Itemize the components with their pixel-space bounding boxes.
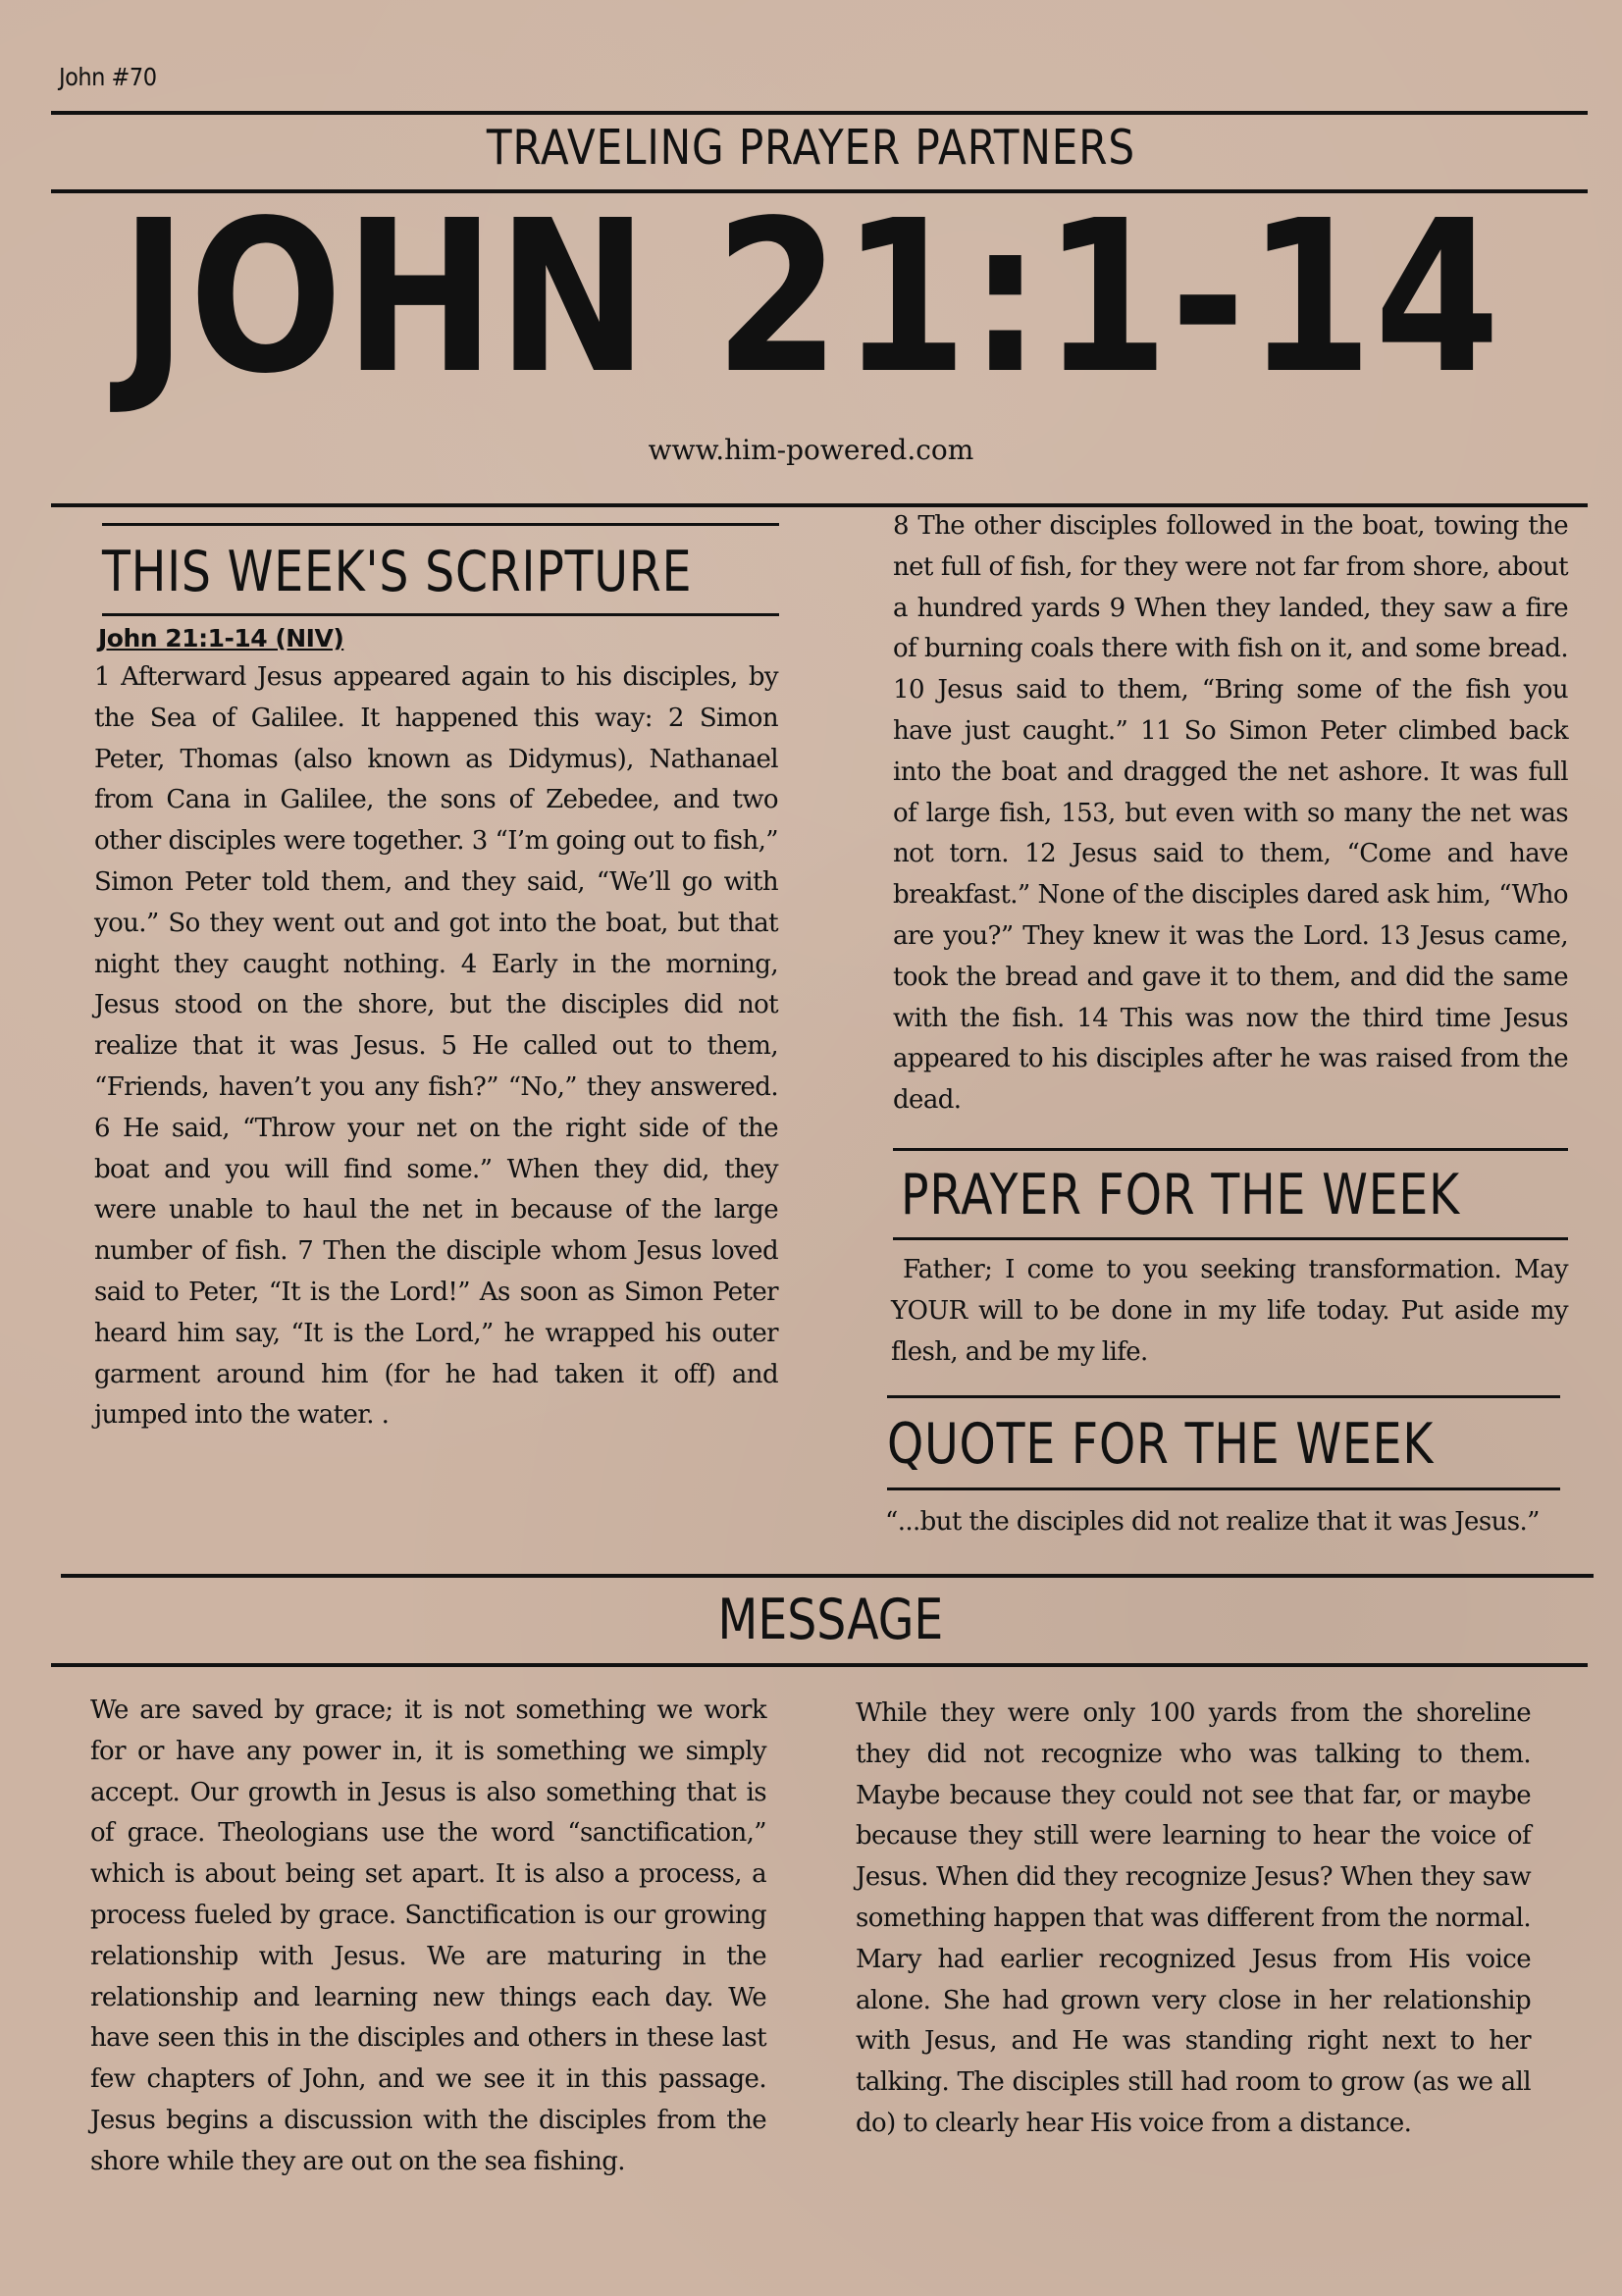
quote-heading: QUOTE FOR THE WEEK [887, 1412, 1435, 1477]
page-title: JOHN 21:1-14 [120, 176, 1502, 420]
section-rule-top [893, 1148, 1568, 1151]
section-rule-top [102, 523, 779, 526]
section-rule-bottom [102, 613, 779, 616]
divider [51, 1663, 1588, 1667]
message-heading: MESSAGE [717, 1588, 944, 1652]
message-text-left: We are saved by grace; it is not something we work for or have any power in, it is something we simply accept. Our growth in Jesus is also something that is of grace. Theologians use the word “sanctification,” which is about being set apart. It is also a process, a process fueled by grace. Sanctification is our growing relationship with Jesus. We are maturing in the relationship and learning new things each day. We have seen this in the disciples and others in these last few chapters of John, and we see it in this passage. Jesus begins a discussion with the disciples from the shore while they are out on the sea fishing. [90, 1696, 766, 2176]
section-rule-top [887, 1395, 1560, 1398]
section-rule-bottom [887, 1487, 1560, 1490]
divider [51, 111, 1588, 115]
message-text-right: While they were only 100 yards from the shoreline they did not recognize who was talking to them. Maybe because they could not see that far, or maybe because they still were learning to hear the voice of Jesus. When did they recognize Jesus? When they saw something happen that was different from the normal. Mary had earlier recognized Jesus from His voice alone. She had grown very close in her relationship with Jesus, and He was standing right next to her talking. The disciples still had room to grow (as we all do) to clearly hear His voice from a distance. [856, 1698, 1531, 2138]
section-rule-bottom [893, 1237, 1568, 1240]
scripture-text-part-2: 8 The other disciples followed in the boat, towing the net full of fish, for they were not far from shore, about a hundred yards 9 When they landed, they saw a fire of burning coals there with fish on it, and some bread. 10 Jesus said to them, “Bring some of the fish you have just caught.” 11 So Simon Peter climbed back into the boat and dragged the net ashore. It was full of large fish, 153, but even with so many the net was not torn. 12 Jesus said to them, “Come and have breakfast.” None of the disciples dared ask him, “Who are you?” They knew it was the Lord. 13 Jesus came, took the bread and gave it to them, and did the same with the fish. 14 This was now the third time Jesus appeared to his disciples after he was raised from the dead. [893, 511, 1568, 1116]
prayer-text: Father; I come to you seeking transformation. May YOUR will to be done in my life today. Put aside my flesh, and be my life. [891, 1255, 1568, 1367]
scripture-reference: John 21:1-14 (NIV) [98, 624, 344, 652]
quote-text: “...but the disciples did not realize that it was Jesus.” [885, 1507, 1540, 1537]
divider [61, 1574, 1594, 1578]
issue-label: John #70 [59, 63, 157, 91]
kicker-title: TRAVELING PRAYER PARTNERS [486, 120, 1135, 176]
prayer-heading: PRAYER FOR THE WEEK [901, 1163, 1461, 1227]
scripture-heading: THIS WEEK'S SCRIPTURE [102, 540, 693, 604]
website-url: www.him-powered.com [648, 434, 974, 466]
scripture-text-part-1: 1 Afterward Jesus appeared again to his disciples, by the Sea of Galilee. It happened this way: 2 Simon Peter, Thomas (also known as Didymus), Nathanael from Cana in Galilee, the sons of Zebedee, and two other disciples were together. 3 “I’m going out to fish,” Simon Peter told them, and they said, “We’ll go with you.” So they went out and got into the boat, but that night they caught nothing. 4 Early in the morning, Jesus stood on the shore, but the disciples did not realize that it was Jesus. 5 He called out to them, “Friends, haven’t you any fish?” “No,” they answered. 6 He said, “Throw your net on the right side of the boat and you will find some.” When they did, they were unable to haul the net in because of the large number of fish. 7 Then the disciple whom Jesus loved said to Peter, “It is the Lord!” As soon as Simon Peter heard him say, “It is the Lord,” he wrapped his outer garment around him (for he had taken it off) and jumped into the water. . [94, 662, 778, 1431]
